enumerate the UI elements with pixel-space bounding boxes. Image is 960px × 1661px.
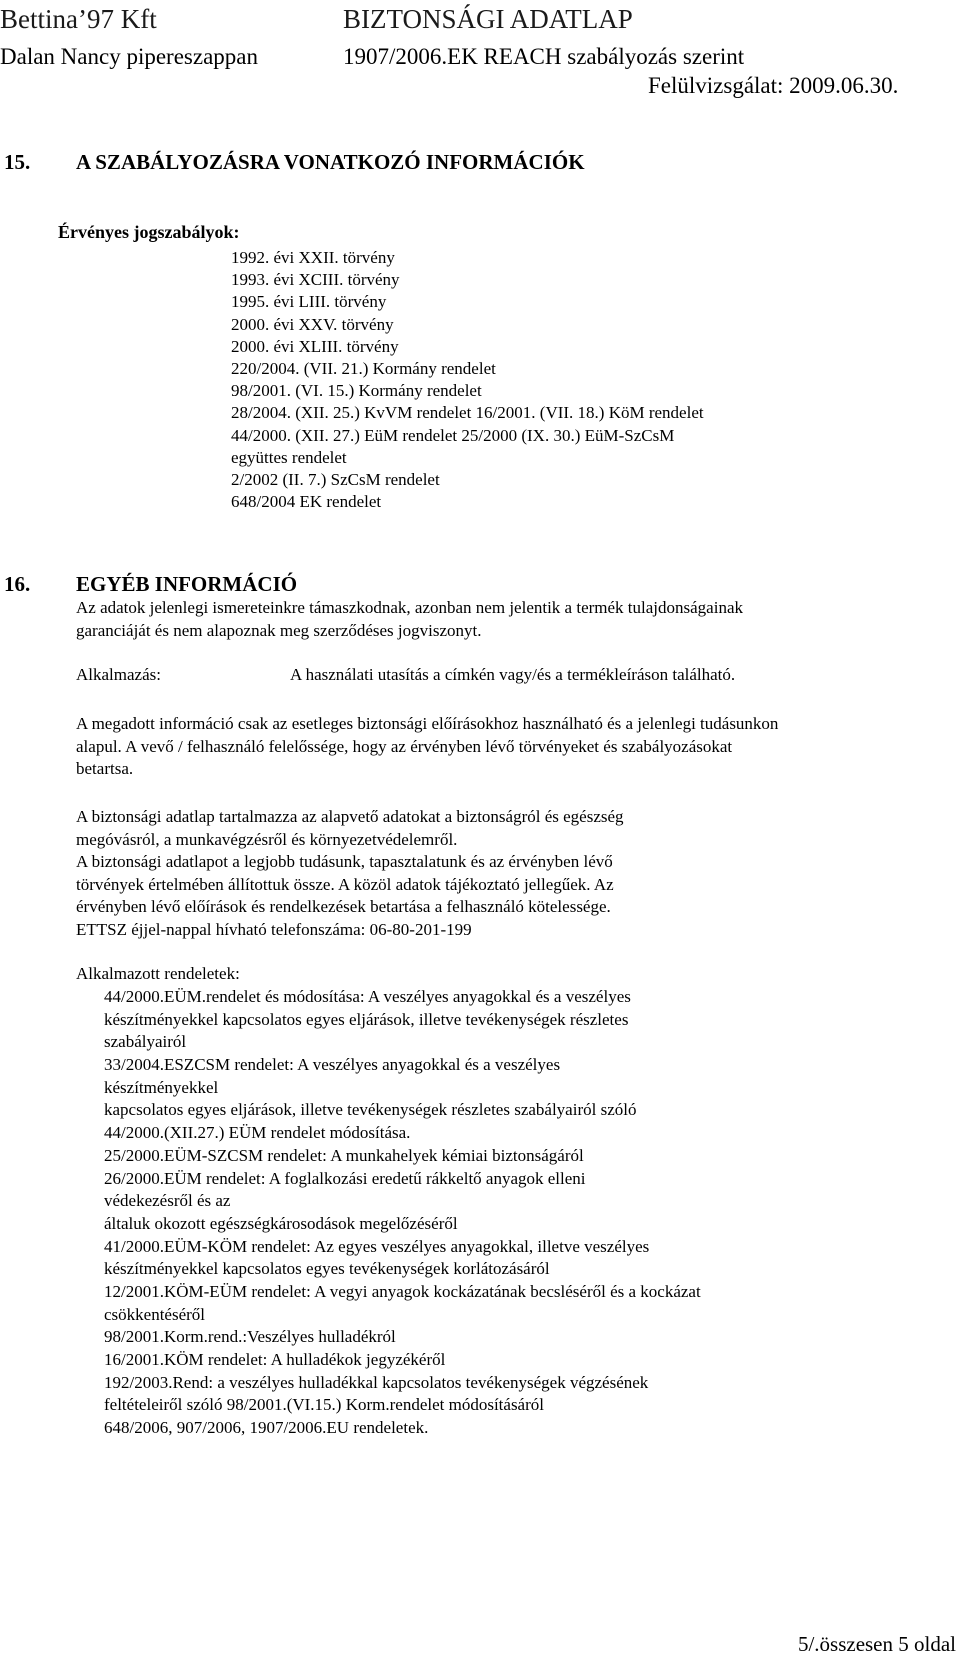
product-name: Dalan Nancy pipereszappan <box>0 44 258 69</box>
law-item: 44/2000. (XII. 27.) EüM rendelet 25/2000 (IX. 30.) EüM-SzCsM <box>231 425 675 445</box>
law-item: 1993. évi XCIII. törvény <box>231 270 400 290</box>
reg-line: kapcsolatos egyes eljárások, illetve tevékenységek részletes szabályairól szóló <box>104 1100 637 1120</box>
reg-line: 25/2000.EÜM-SZCSM rendelet: A munkahelyek kémiai biztonságáról <box>104 1145 584 1165</box>
law-item: 1992. évi XXII. törvény <box>231 248 395 267</box>
section-15-title: A SZABÁLYOZÁSRA VONATKOZÓ INFORMÁCIÓK <box>76 150 585 174</box>
law-item: 220/2004. (VII. 21.) Kormány rendelet <box>231 358 496 378</box>
law-item: 648/2004 EK rendelet <box>231 492 382 512</box>
paragraph-line: megóvásról, a munkavégzésről és környezetvédelemről. <box>76 829 458 849</box>
reg-line: 192/2003.Rend: a veszélyes hulladékkal kapcsolatos tevékenységek végzésének <box>104 1372 649 1392</box>
regulation-reference: 1907/2006.EK REACH szabályozás szerint <box>343 44 745 69</box>
reg-line: készítményekkel kapcsolatos egyes eljárások, illetve tevékenységek részletes <box>104 1009 629 1029</box>
law-item: együttes rendelet <box>231 447 347 467</box>
law-item: 2/2002 (II. 7.) SzCsM rendelet <box>231 469 440 489</box>
law-item: 98/2001. (VI. 15.) Kormány rendelet <box>231 381 482 401</box>
section-16-title: EGYÉB INFORMÁCIÓ <box>76 572 298 596</box>
company-name: Bettina’97 Kft <box>0 4 157 34</box>
reg-line: általuk okozott egészségkárosodások megelőzéséről <box>104 1213 458 1233</box>
paragraph-line: érvényben lévő előírások és rendelkezések betartása a felhasználó kötelessége. <box>76 897 611 916</box>
revision-date: Felülvizsgálat: 2009.06.30. <box>648 73 899 98</box>
law-item: 28/2004. (XII. 25.) KvVM rendelet 16/2001. (VII. 18.) KöM rendelet <box>231 403 704 423</box>
paragraph-line: A biztonsági adatlapot a legjobb tudásunk, tapasztalatunk és az érvényben lévő <box>76 852 613 871</box>
reg-line: feltételeiről szóló 98/2001.(VI.15.) Korm.rendelet módosításáról <box>104 1395 544 1415</box>
reg-line: készítményekkel <box>104 1077 219 1097</box>
paragraph-line: A megadott információ csak az esetleges biztonsági előírásokhoz használható és a jelenlegi tudásunkon <box>76 714 779 733</box>
reg-line: 16/2001.KÖM rendelet: A hulladékok jegyzékéről <box>104 1350 446 1369</box>
valid-laws-heading: Érvényes jogszabályok: <box>58 222 240 242</box>
reg-line: 648/2006, 907/2006, 1907/2006.EU rendeletek. <box>104 1418 429 1438</box>
paragraph-line: ETTSZ éjjel-nappal hívható telefonszáma: 06-80-201-199 <box>76 919 472 939</box>
applied-regs-list <box>104 986 701 1440</box>
section-16-number: 16. <box>4 572 31 596</box>
reg-line: 12/2001.KÖM-EÜM rendelet: A vegyi anyagok kockázatának becsléséről és a kockázat <box>104 1281 701 1301</box>
paragraph-line: A biztonsági adatlap tartalmazza az alapvető adatokat a biztonságról és egészség <box>76 807 624 826</box>
reg-line: 98/2001.Korm.rend.:Veszélyes hulladékról <box>104 1327 396 1347</box>
content-paragraph <box>76 806 624 941</box>
applied-regs-label: Alkalmazott rendeletek: <box>76 964 240 983</box>
paragraph-line: betartsa. <box>76 759 134 778</box>
paragraph-line: garanciáját és nem alapoznak meg szerződéses jogviszonyt. <box>76 620 482 640</box>
info-paragraph <box>76 713 778 781</box>
reg-line: 26/2000.EÜM rendelet: A foglalkozási eredetű rákkeltő anyagok elleni <box>104 1168 586 1188</box>
paragraph-line: alapul. A vevő / felhasználó felelőssége, hogy az érvényben lévő törvényeket és szabályozásokat <box>76 736 733 756</box>
reg-line: 44/2000.EÜM.rendelet és módosítása: A veszélyes anyagokkal és a veszélyes <box>104 987 631 1006</box>
paragraph-line: Az adatok jelenlegi ismereteinkre támaszkodnak, azonban nem jelentik a termék tulajdonságainak <box>76 598 743 617</box>
reg-line: csökkentéséről <box>104 1304 206 1324</box>
disclaimer-paragraph <box>76 597 743 642</box>
paragraph-line: törvények értelmében állítottuk össze. A közöl adatok tájékoztató jellegűek. Az <box>76 874 614 894</box>
reg-line: 44/2000.(XII.27.) EÜM rendelet módosítása. <box>104 1123 411 1143</box>
reg-line: 41/2000.EÜM-KÖM rendelet: Az egyes veszélyes anyagokkal, illetve veszélyes <box>104 1236 650 1256</box>
law-item: 2000. évi XLIII. törvény <box>231 336 399 356</box>
page-number: 5/.összesen 5 oldal <box>797 1632 956 1656</box>
document-title: BIZTONSÁGI ADATLAP <box>343 4 633 34</box>
reg-line: 33/2004.ESZCSM rendelet: A veszélyes anyagokkal és a veszélyes <box>104 1055 561 1075</box>
section-15-number: 15. <box>4 150 31 174</box>
application-text: A használati utasítás a címkén vagy/és a termékleíráson található. <box>290 665 736 684</box>
reg-line: védekezésről és az <box>104 1191 231 1211</box>
law-item: 2000. évi XXV. törvény <box>231 314 394 334</box>
reg-line: készítményekkel kapcsolatos egyes tevékenységek korlátozásáról <box>104 1259 550 1279</box>
application-label: Alkalmazás: <box>76 665 161 684</box>
laws-list <box>231 247 704 513</box>
law-item: 1995. évi LIII. törvény <box>231 292 387 312</box>
reg-line: szabályairól <box>104 1032 187 1052</box>
